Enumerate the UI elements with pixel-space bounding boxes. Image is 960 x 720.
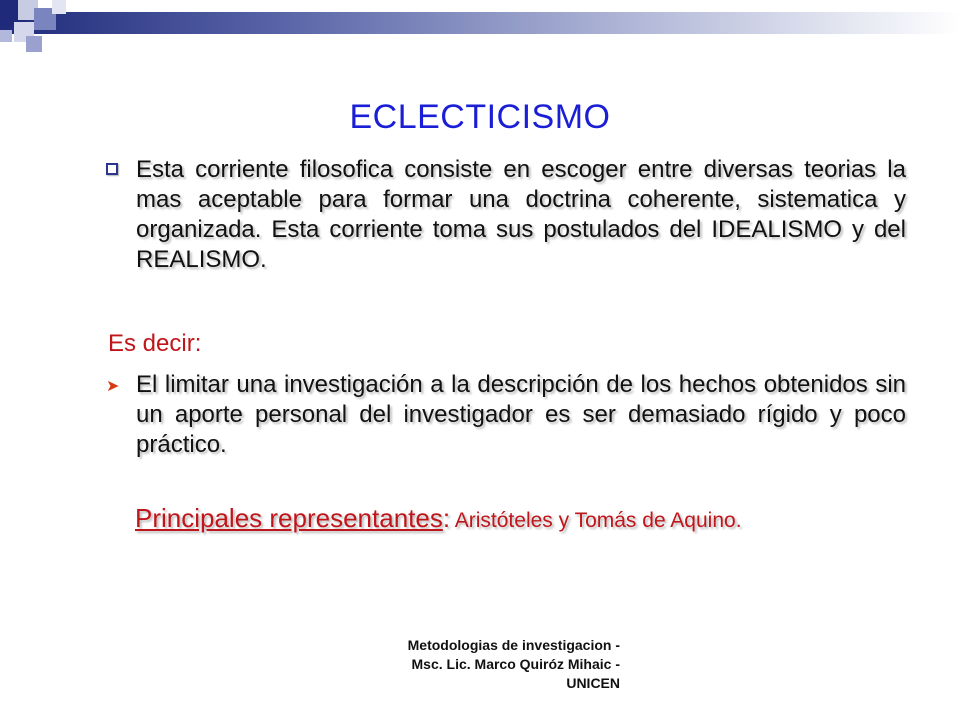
decor-square bbox=[52, 0, 66, 14]
bullet-explanation bbox=[106, 370, 906, 460]
header-gradient-bar bbox=[0, 12, 960, 34]
decor-square bbox=[26, 36, 42, 52]
representatives-label: Principales representantes bbox=[135, 503, 443, 533]
bullet-text: El limitar una investigación a la descripción de los hechos obtenidos sin un aporte personal del investigador es ser demasiado rígido y poco práctico. bbox=[136, 371, 906, 458]
subheading: Es decir: bbox=[108, 330, 202, 357]
bullet-text: Esta corriente filosofica consiste en escoger entre diversas teorias la mas aceptable para formar una doctrina coherente, sistematica y organizada. Esta corriente toma sus postulados del IDEALISMO y del REALISMO. bbox=[136, 156, 906, 273]
arrow-bullet-icon: ➤ bbox=[106, 378, 120, 395]
footer-line: UNICEN bbox=[566, 675, 620, 691]
footer-credit bbox=[320, 636, 620, 693]
hollow-square-bullet-icon bbox=[106, 161, 136, 180]
footer-line: Msc. Lic. Marco Quiróz Mihaic - bbox=[411, 656, 620, 672]
representatives-line bbox=[135, 503, 742, 534]
representatives-names: Aristóteles y Tomás de Aquino. bbox=[450, 509, 742, 532]
footer-line: Metodologias de investigacion - bbox=[407, 637, 620, 653]
representatives-colon: : bbox=[442, 503, 451, 533]
bullet-definition bbox=[106, 155, 906, 275]
decor-square bbox=[0, 30, 12, 42]
slide-title: ECLECTICISMO bbox=[349, 98, 611, 136]
